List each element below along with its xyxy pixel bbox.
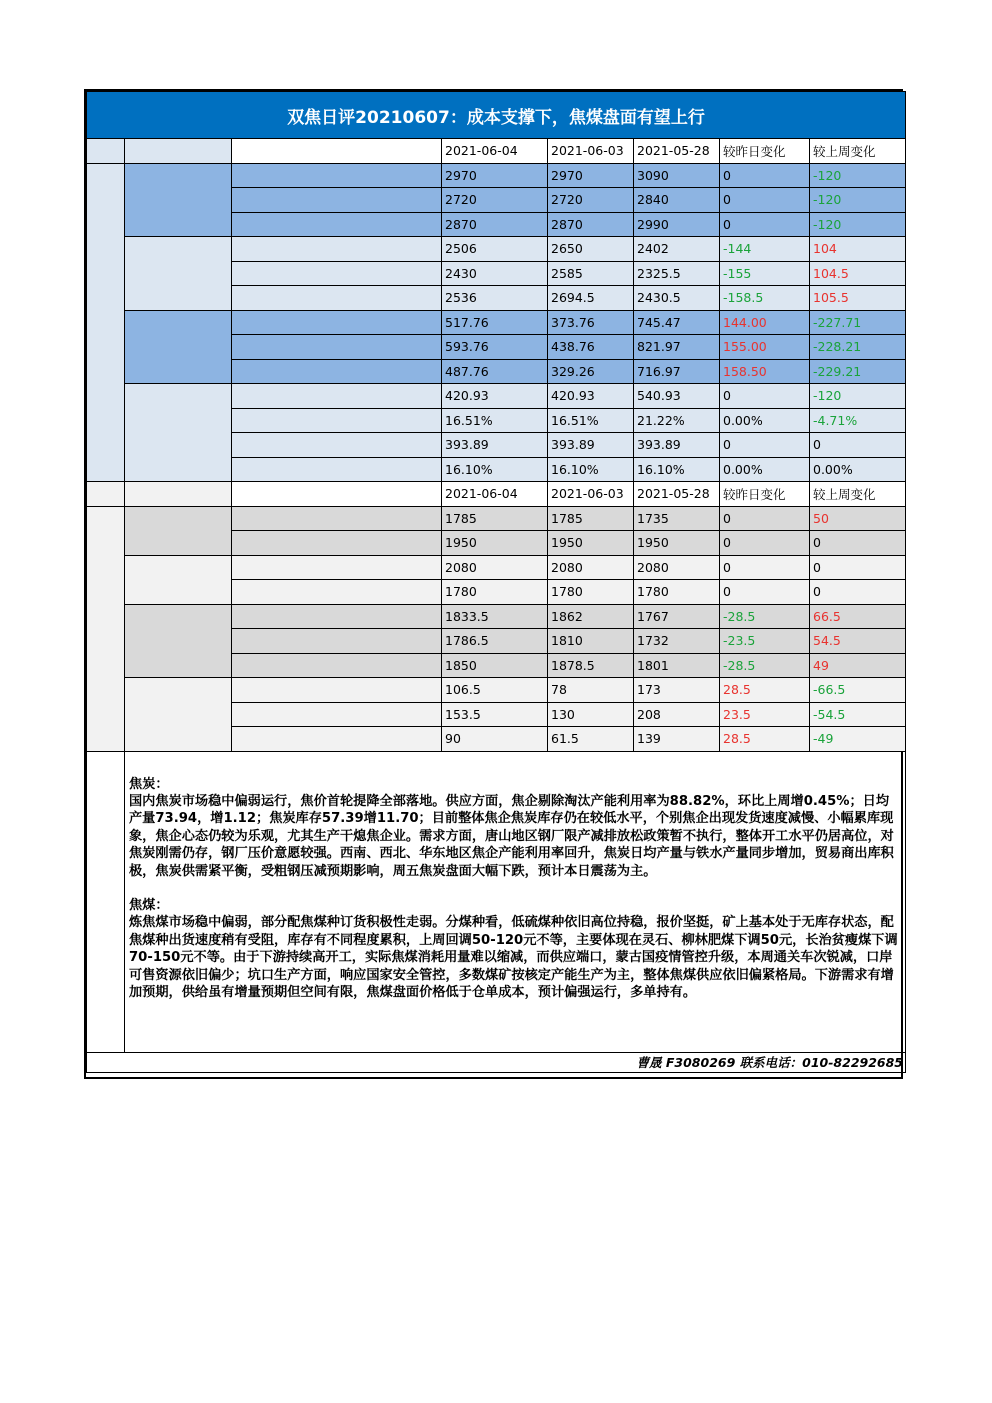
summary-row: [87, 751, 906, 1052]
cell-value: 0: [810, 555, 906, 580]
cell-value: 155.00: [720, 335, 810, 360]
header-blank: [232, 482, 442, 507]
row-name: [232, 727, 442, 752]
cell-value: 1862: [548, 604, 634, 629]
cell-value: 373.76: [548, 310, 634, 335]
report-sheet: [84, 89, 903, 1079]
cell-value: 49: [810, 653, 906, 678]
cell-value: 23.5: [720, 702, 810, 727]
row-name: [232, 678, 442, 703]
cell-value: -228.21: [810, 335, 906, 360]
header-blank: [87, 482, 125, 507]
cell-value: 2080: [634, 555, 720, 580]
summary-label: [87, 751, 125, 1052]
row-name: [232, 457, 442, 482]
cell-value: 1780: [634, 580, 720, 605]
row-name: [232, 335, 442, 360]
table-row: [87, 678, 906, 703]
cell-value: 66.5: [810, 604, 906, 629]
cell-value: 0: [720, 555, 810, 580]
table-row: [87, 604, 906, 629]
cell-value: -227.71: [810, 310, 906, 335]
row-name: [232, 506, 442, 531]
cell-value: 1950: [442, 531, 548, 556]
cell-value: 1780: [442, 580, 548, 605]
cell-value: 1850: [442, 653, 548, 678]
cell-value: 1785: [548, 506, 634, 531]
table-row: [87, 163, 906, 188]
cell-value: 130: [548, 702, 634, 727]
cell-value: 16.10%: [442, 457, 548, 482]
cell-value: 2990: [634, 212, 720, 237]
section-label: [87, 506, 125, 751]
cell-value: 1950: [634, 531, 720, 556]
cell-value: -120: [810, 188, 906, 213]
row-name: [232, 580, 442, 605]
cell-value: -144: [720, 237, 810, 262]
cell-value: 0: [720, 163, 810, 188]
row-name: [232, 261, 442, 286]
row-name: [232, 163, 442, 188]
cell-value: 3090: [634, 163, 720, 188]
row-name: [232, 653, 442, 678]
column-header: 2021-06-03: [548, 139, 634, 164]
cell-value: 21.22%: [634, 408, 720, 433]
cell-value: 16.51%: [442, 408, 548, 433]
cell-value: 2430.5: [634, 286, 720, 311]
header-blank: [232, 139, 442, 164]
cell-value: 393.89: [442, 433, 548, 458]
table-row: [87, 384, 906, 409]
group-label: [125, 678, 232, 752]
cell-value: 2430: [442, 261, 548, 286]
row-name: [232, 237, 442, 262]
cell-value: 0: [720, 188, 810, 213]
cell-value: 1878.5: [548, 653, 634, 678]
cell-value: 0.00%: [720, 408, 810, 433]
summary-heading-coal: 焦煤：: [129, 897, 169, 913]
cell-value: 78: [548, 678, 634, 703]
cell-value: -155: [720, 261, 810, 286]
cell-value: 2506: [442, 237, 548, 262]
row-name: [232, 555, 442, 580]
column-header: 较昨日变化: [720, 139, 810, 164]
cell-value: 2585: [548, 261, 634, 286]
cell-value: 0: [720, 384, 810, 409]
cell-value: 1732: [634, 629, 720, 654]
cell-value: 1950: [548, 531, 634, 556]
cell-value: 745.47: [634, 310, 720, 335]
cell-value: 1780: [548, 580, 634, 605]
cell-value: 2325.5: [634, 261, 720, 286]
cell-value: 1785: [442, 506, 548, 531]
summary-paragraph-coke: 国内焦炭市场稳中偏弱运行，焦价首轮提降全部落地。供应方面，焦企剔除淘汰产能利用率为88.82%，环比上周增0.45%；日均产量73.94，增1.12；焦炭库存57.39增11.70；目前整体焦企焦炭库存仍在较低水平，个别焦企出现发货速度减慢、小幅累库现象，焦企心态仍较为乐观，尤其生产干熄焦企业。需求方面，唐山地区钢厂限产减排放松政策暂不执行，整体开工水平仍居高位，对焦炭刚需仍存，钢厂压价意愿较强。西南、西北、华东地区焦企产能利用率回升，焦炭日均产量与铁水产量同步增加，贸易商出库积极，焦炭供需紧平衡，受粗钢压减预期影响，周五焦炭盘面大幅下跌，预计本日震荡为主。: [129, 793, 894, 879]
column-header: 2021-06-04: [442, 139, 548, 164]
cell-value: 2694.5: [548, 286, 634, 311]
cell-value: 393.89: [548, 433, 634, 458]
cell-value: 2402: [634, 237, 720, 262]
column-header: 2021-05-28: [634, 139, 720, 164]
cell-value: 0.00%: [810, 457, 906, 482]
row-name: [232, 286, 442, 311]
summary-text: [125, 751, 906, 1052]
cell-value: 16.51%: [548, 408, 634, 433]
cell-value: 153.5: [442, 702, 548, 727]
cell-value: -4.71%: [810, 408, 906, 433]
cell-value: 2970: [442, 163, 548, 188]
cell-value: 0: [720, 531, 810, 556]
column-header: 2021-06-04: [442, 482, 548, 507]
cell-value: 50: [810, 506, 906, 531]
paragraph-gap: [129, 880, 899, 897]
cell-value: 61.5: [548, 727, 634, 752]
group-label: [125, 506, 232, 555]
summary-heading-coke: 焦炭：: [129, 776, 169, 792]
column-header: 2021-05-28: [634, 482, 720, 507]
cell-value: 0: [720, 433, 810, 458]
group-label: [125, 555, 232, 604]
cell-value: 105.5: [810, 286, 906, 311]
cell-value: 0: [720, 506, 810, 531]
table-row: [87, 310, 906, 335]
cell-value: 0: [810, 580, 906, 605]
cell-value: 2870: [548, 212, 634, 237]
cell-value: -120: [810, 384, 906, 409]
table-row: [87, 555, 906, 580]
cell-value: 716.97: [634, 359, 720, 384]
cell-value: 593.76: [442, 335, 548, 360]
report-title: 双焦日评20210607：成本支撑下，焦煤盘面有望上行: [87, 92, 906, 139]
cell-value: 1735: [634, 506, 720, 531]
cell-value: 540.93: [634, 384, 720, 409]
row-name: [232, 310, 442, 335]
cell-value: -120: [810, 163, 906, 188]
cell-value: 2536: [442, 286, 548, 311]
cell-value: 821.97: [634, 335, 720, 360]
summary-paragraph-coal: 炼焦煤市场稳中偏弱，部分配焦煤种订货积极性走弱。分煤种看，低硫煤种依旧高位持稳，报价坚挺，矿上基本处于无库存状态，配焦煤种出货速度稍有受阻，库存有不同程度累积，上周回调50-120元不等，主要体现在灵石、柳林肥煤下调50元，长治贫瘦煤下调70-150元不等。由于下游持续高开工，实际焦煤消耗用量难以缩减，而供应端口，蒙古国疫情管控升级，本周通关车次锐减，口岸可售资源依旧偏少；坑口生产方面，响应国家安全管控，多数煤矿按核定产能生产为主，整体焦煤供应依旧偏紧格局。下游需求有增加预期，供给虽有增量预期但空间有限，焦煤盘面价格低于仓单成本，预计偏强运行，多单持有。: [129, 915, 898, 1000]
cell-value: 0: [810, 433, 906, 458]
cell-value: 1801: [634, 653, 720, 678]
row-name: [232, 702, 442, 727]
row-name: [232, 629, 442, 654]
cell-value: 487.76: [442, 359, 548, 384]
cell-value: -54.5: [810, 702, 906, 727]
footer-contact: 曹晟 F3080269 联系电话：010-82292685: [87, 1052, 906, 1072]
header-blank: [87, 139, 125, 164]
header-row: [87, 139, 906, 164]
cell-value: 2080: [548, 555, 634, 580]
header-row: [87, 482, 906, 507]
column-header: 较上周变化: [810, 482, 906, 507]
cell-value: -28.5: [720, 604, 810, 629]
cell-value: 173: [634, 678, 720, 703]
cell-value: -23.5: [720, 629, 810, 654]
cell-value: 517.76: [442, 310, 548, 335]
cell-value: 2080: [442, 555, 548, 580]
report-table: [86, 91, 906, 1073]
table-row: [87, 237, 906, 262]
cell-value: 1833.5: [442, 604, 548, 629]
group-label: [125, 163, 232, 237]
cell-value: 2970: [548, 163, 634, 188]
section-label: [87, 163, 125, 482]
row-name: [232, 384, 442, 409]
cell-value: 106.5: [442, 678, 548, 703]
cell-value: 1767: [634, 604, 720, 629]
cell-value: 28.5: [720, 678, 810, 703]
row-name: [232, 212, 442, 237]
cell-value: 104.5: [810, 261, 906, 286]
cell-value: 139: [634, 727, 720, 752]
cell-value: -158.5: [720, 286, 810, 311]
cell-value: 393.89: [634, 433, 720, 458]
header-blank: [125, 139, 232, 164]
cell-value: 16.10%: [548, 457, 634, 482]
cell-value: 2720: [548, 188, 634, 213]
cell-value: 158.50: [720, 359, 810, 384]
group-label: [125, 310, 232, 384]
cell-value: 54.5: [810, 629, 906, 654]
header-blank: [125, 482, 232, 507]
group-label: [125, 237, 232, 311]
cell-value: 16.10%: [634, 457, 720, 482]
cell-value: -120: [810, 212, 906, 237]
cell-value: -49: [810, 727, 906, 752]
cell-value: -28.5: [720, 653, 810, 678]
column-header: 较上周变化: [810, 139, 906, 164]
cell-value: 90: [442, 727, 548, 752]
row-name: [232, 433, 442, 458]
group-label: [125, 384, 232, 482]
cell-value: 104: [810, 237, 906, 262]
row-name: [232, 604, 442, 629]
row-name: [232, 188, 442, 213]
cell-value: 329.26: [548, 359, 634, 384]
cell-value: -66.5: [810, 678, 906, 703]
cell-value: 208: [634, 702, 720, 727]
cell-value: 28.5: [720, 727, 810, 752]
cell-value: 144.00: [720, 310, 810, 335]
row-name: [232, 359, 442, 384]
cell-value: 420.93: [442, 384, 548, 409]
row-name: [232, 408, 442, 433]
cell-value: 420.93: [548, 384, 634, 409]
cell-value: 2870: [442, 212, 548, 237]
cell-value: 2720: [442, 188, 548, 213]
group-label: [125, 604, 232, 678]
cell-value: 1786.5: [442, 629, 548, 654]
cell-value: 2840: [634, 188, 720, 213]
footer-row: [87, 1052, 906, 1072]
cell-value: 438.76: [548, 335, 634, 360]
cell-value: 0.00%: [720, 457, 810, 482]
cell-value: 0: [720, 212, 810, 237]
column-header: 2021-06-03: [548, 482, 634, 507]
cell-value: 0: [720, 580, 810, 605]
column-header: 较昨日变化: [720, 482, 810, 507]
table-row: [87, 506, 906, 531]
cell-value: 0: [810, 531, 906, 556]
cell-value: -229.21: [810, 359, 906, 384]
row-name: [232, 531, 442, 556]
cell-value: 1810: [548, 629, 634, 654]
cell-value: 2650: [548, 237, 634, 262]
